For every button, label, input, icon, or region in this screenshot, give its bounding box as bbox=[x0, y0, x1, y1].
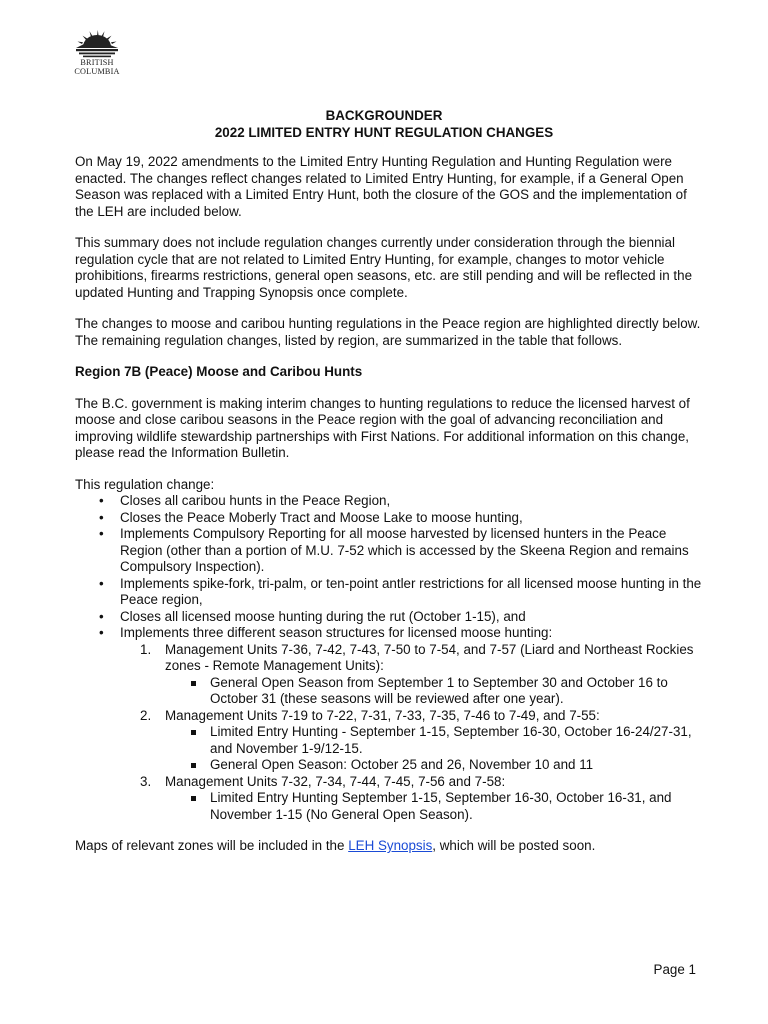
item-number: 2. bbox=[140, 707, 152, 723]
management-unit-item bbox=[120, 708, 703, 774]
logo-line-british: BRITISH bbox=[80, 58, 114, 67]
season-item: Limited Entry Hunting - September 1-15, September 16-30, October 16-24/27-31, and November 1-9/12-15. bbox=[165, 724, 703, 757]
season-list bbox=[165, 724, 703, 774]
season-list bbox=[165, 675, 703, 708]
logo-wordmark bbox=[66, 59, 128, 76]
season-item: Limited Entry Hunting September 1-15, September 16-30, October 16-31, and November 1-15 (No General Open Season). bbox=[165, 790, 703, 823]
page-number: Page 1 bbox=[653, 962, 696, 977]
management-unit-item bbox=[120, 774, 703, 824]
regulation-change-list bbox=[75, 493, 703, 823]
paragraph-amendments: On May 19, 2022 amendments to the Limited Entry Hunting Regulation and Hunting Regulation were enacted. The changes reflect changes related to Limited Entry Hunting, for example, if a General Open Season was replaced with a Limited Entry Hunt, both the closure of the GOS and the implementation of the LEH are included below. bbox=[75, 154, 687, 219]
list-item: • Closes the Peace Moberly Tract and Moose Lake to moose hunting, bbox=[75, 510, 703, 527]
document-title bbox=[0, 108, 768, 141]
leh-synopsis-link[interactable]: LEH Synopsis bbox=[348, 838, 433, 853]
management-unit-text: Management Units 7-32, 7-34, 7-44, 7-45, 7-56 and 7-58: bbox=[165, 773, 506, 789]
paragraph-summary-scope: This summary does not include regulation changes currently under consideration through the biennial regulation cycle that are not related to Limited Entry Hunting, for example, changes to motor vehicle prohibitions, firearms restrictions, general open seasons, etc. are still pending and will be reflected in the updated Hunting and Trapping Synopsis once complete. bbox=[75, 235, 693, 300]
paragraph-peace-changes: The changes to moose and caribou hunting regulations in the Peace region are highlighted directly below. The remaining regulation changes, listed by region, are summarized in the table that follows. bbox=[75, 316, 701, 348]
bc-government-logo bbox=[66, 28, 128, 82]
list-item: • Implements Compulsory Reporting for all moose harvested by licensed hunters in the Peace Region (other than a portion of M.U. 7-52 which is accessed by the Skeena Region and remains Compulsory Inspection). bbox=[75, 526, 703, 576]
sun-mountain-icon bbox=[74, 28, 120, 58]
maps-text-before: Maps of relevant zones will be included in the bbox=[75, 838, 349, 853]
season-item: General Open Season from September 1 to September 30 and October 16 to October 31 (these seasons will be reviewed after one year). bbox=[165, 675, 703, 708]
list-item: • Implements spike-fork, tri-palm, or ten-point antler restrictions for all licensed moose hunting in the Peace region, bbox=[75, 576, 703, 609]
title-main: 2022 LIMITED ENTRY HUNT REGULATION CHANGES bbox=[214, 124, 554, 140]
logo-line-columbia: COLUMBIA bbox=[74, 66, 120, 76]
paragraph-maps bbox=[75, 838, 703, 855]
paragraph-interim-changes: The B.C. government is making interim changes to hunting regulations to reduce the licensed harvest of moose and close caribou seasons in the Peace region with the goal of advancing reconciliation and improving wildlife stewardship partnerships with First Nations. For additional information on this change, please read the Information Bulletin. bbox=[75, 395, 690, 460]
list-item: • Closes all licensed moose hunting during the rut (October 1-15), and bbox=[75, 609, 703, 626]
management-unit-text: Management Units 7-19 to 7-22, 7-31, 7-33, 7-35, 7-46 to 7-49, and 7-55: bbox=[165, 707, 600, 723]
season-item: General Open Season: October 25 and 26, November 10 and 11 bbox=[165, 757, 703, 774]
maps-text-after: , which will be posted soon. bbox=[432, 838, 596, 853]
list-item-season-structures bbox=[75, 625, 703, 823]
item-number: 3. bbox=[140, 773, 152, 789]
list-item: • Closes all caribou hunts in the Peace Region, bbox=[75, 493, 703, 510]
season-list bbox=[165, 790, 703, 823]
document-body bbox=[75, 154, 703, 870]
regulation-change-intro: This regulation change: bbox=[75, 476, 215, 492]
list-item-text: Implements three different season structures for licensed moose hunting: bbox=[120, 625, 553, 640]
item-number: 1. bbox=[140, 641, 152, 657]
management-unit-text: Management Units 7-36, 7-42, 7-43, 7-50 to 7-54, and 7-57 (Liard and Northeast Rockies zones - Remote Management Units): bbox=[165, 641, 694, 673]
season-structure-list bbox=[120, 642, 703, 824]
section-heading-region-7b: Region 7B (Peace) Moose and Caribou Hunts bbox=[75, 364, 363, 379]
management-unit-item bbox=[120, 642, 703, 708]
title-backgrounder: BACKGROUNDER bbox=[325, 108, 443, 123]
